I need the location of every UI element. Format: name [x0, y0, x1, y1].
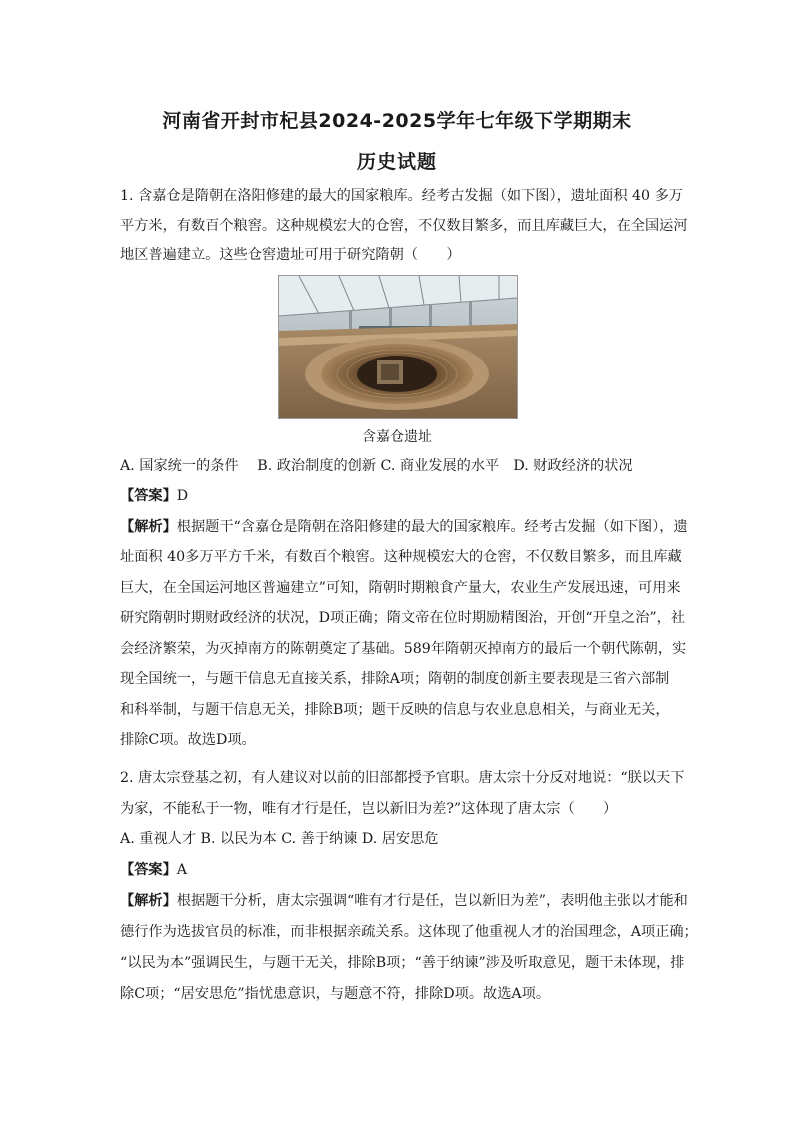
- q1-stem-line: 1. 含嘉仓是隋朝在洛阳修建的最大的国家粮库。经考古发掘（如下图），遗址面积 40 多万: [120, 188, 683, 204]
- analysis-text: 根据题干分析，唐太宗强调“唯有才行是任，岂以新旧为差”，表明他主张以才能和: [176, 893, 688, 909]
- answer-value: D: [176, 488, 189, 504]
- q1-answer: [120, 486, 188, 506]
- page-title: 河南省开封市杞县2024-2025学年七年级下学期期末: [162, 110, 632, 132]
- q1-analysis-line: 巨大，在全国运河地区普遍建立”可知，隋朝时期粮食产量大，农业生产发展迅速，可用来: [120, 580, 681, 596]
- q1-analysis-line: 会经济繁荣，为灭掉南方的陈朝奠定了基础。589年隋朝灭掉南方的最后一个朝代陈朝，实: [120, 641, 687, 657]
- analysis-text: 根据题干“含嘉仓是隋朝在洛阳修建的最大的国家粮库。经考古发掘（如下图），遗: [176, 519, 688, 535]
- q1-stem-line: 地区普遍建立。这些仓窖遗址可用于研究隋朝（ ）: [120, 247, 461, 263]
- page-subtitle: 历史试题: [356, 151, 437, 173]
- q1-analysis-line: [120, 517, 688, 537]
- analysis-label: 【解析】: [120, 893, 177, 909]
- q1-analysis-line: 址面积 40多万平方千米，有数百个粮窖。这种规模宏大的仓窖，不仅数目繁多，而且库藏: [120, 549, 682, 565]
- q1-analysis-line: 排除C项。故选D项。: [120, 732, 256, 748]
- granary-site-photo: [278, 275, 518, 419]
- q1-stem-line: 平方米，有数百个粮窖。这种规模宏大的仓窖，不仅数目繁多，而且库藏巨大，在全国运河: [120, 218, 688, 234]
- q1-analysis-line: 研究隋朝时期财政经济的状况，D项正确；隋文帝在位时期励精图治，开创“开皇之治”，社: [120, 610, 686, 626]
- q1-options: A. 国家统一的条件 B. 政治制度的创新 C. 商业发展的水平 D. 财政经济的状况: [120, 458, 633, 474]
- q2-stem-line: 为家，不能私于一物，唯有才行是任，岂以新旧为差?”这体现了唐太宗（ ）: [120, 801, 618, 817]
- q2-analysis-line: 德行作为选拔官员的标准，而非根据亲疏关系。这体现了他重视人才的治国理念，A项正确；: [120, 924, 698, 940]
- q1-analysis-line: 现全国统一，与题干信息无直接关系，排除A项；隋朝的制度创新主要表现是三省六部制: [120, 671, 670, 687]
- answer-value: A: [176, 862, 188, 878]
- answer-label: 【答案】: [120, 862, 177, 878]
- answer-label: 【答案】: [120, 488, 177, 504]
- q1-analysis-line: 和科举制，与题干信息无关，排除B项；题干反映的信息与农业息息相关，与商业无关，: [120, 702, 670, 718]
- analysis-label: 【解析】: [120, 519, 177, 535]
- q2-stem-line: 2. 唐太宗登基之初，有人建议对以前的旧部都授予官职。唐太宗十分反对地说：“朕以天下: [120, 770, 685, 786]
- q2-analysis-line: “以民为本”强调民生，与题干无关，排除B项；“善于纳谏”涉及听取意见，题干未体现，排: [120, 955, 685, 971]
- q2-analysis-line: [120, 891, 688, 911]
- q2-analysis-line: 除C项；“居安思危”指忧患意识，与题意不符，排除D项。故选A项。: [120, 986, 551, 1002]
- q2-answer: [120, 860, 187, 880]
- q2-options: A. 重视人才 B. 以民为本 C. 善于纳谏 D. 居安思危: [120, 831, 439, 847]
- photo-caption: 含嘉仓遗址: [362, 429, 432, 445]
